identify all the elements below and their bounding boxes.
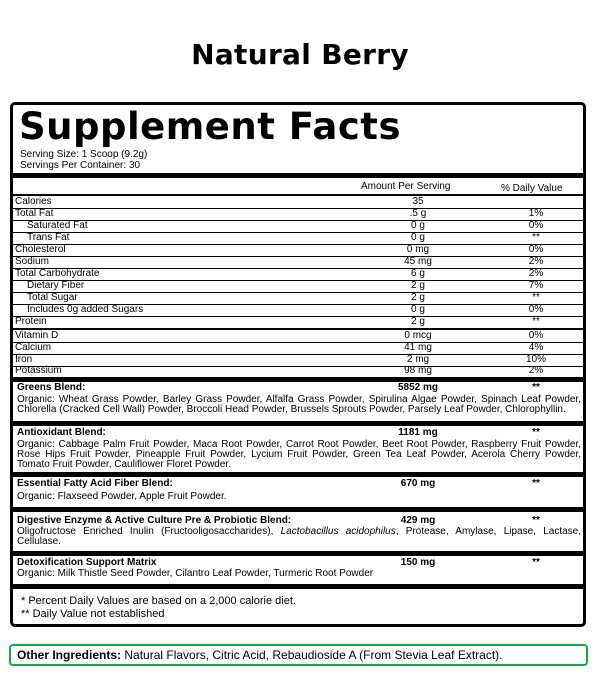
blend-dv: **: [532, 382, 540, 393]
nutrient-row: [13, 256, 583, 268]
nutrient-name: Calcium: [15, 342, 52, 353]
nutrient-dv: 1%: [528, 208, 544, 219]
nutrient-row: [13, 280, 583, 292]
nutrient-row: [13, 292, 583, 304]
nutrient-dv: 10%: [525, 354, 546, 365]
amount-header: Amount Per Serving: [361, 181, 451, 192]
blend-dv: **: [532, 478, 540, 489]
nutrient-row: [13, 208, 583, 220]
nutrient-name: Saturated Fat: [27, 220, 88, 231]
antioxidant-blend: [13, 427, 583, 475]
blend-amount: 5852 mg: [397, 382, 439, 393]
nutrient-name: Calories: [15, 196, 52, 207]
nutrient-amount: 6 g: [411, 268, 425, 279]
digestive-enzyme-blend: [13, 515, 583, 551]
nutrient-row: [13, 196, 583, 208]
blend-ingredients: Organic: Milk Thistle Seed Powder, Cilantro Leaf Powder, Turmeric Root Powder: [17, 568, 374, 579]
divider: [13, 173, 583, 178]
blend-amount: 150 mg: [400, 557, 436, 568]
nutrient-dv: 0%: [528, 304, 544, 315]
divider: [13, 584, 583, 589]
nutrient-amount: 2 g: [411, 292, 425, 303]
blend-amount: 1181 mg: [398, 427, 438, 438]
nutrient-amount: 2 g: [411, 280, 425, 291]
nutrient-dv: 0%: [528, 244, 544, 255]
nutrient-dv: 0%: [528, 220, 544, 231]
nutrient-amount: 0 g: [411, 304, 425, 315]
blend-ingredients: [17, 527, 581, 547]
nutrient-amount: .5 g: [409, 208, 427, 219]
nutrient-row: [13, 304, 583, 316]
other-ingredients-text: Natural Flavors, Citric Acid, Rebaudioside A (From Stevia Leaf Extract).: [121, 648, 503, 662]
supplement-facts-panel: [10, 102, 586, 627]
nutrient-row: [13, 365, 583, 377]
nutrient-amount: 2 mg: [406, 354, 430, 365]
nutrient-row: [13, 232, 583, 244]
serving-size: Serving Size: 1 Scoop (9.2g): [20, 149, 148, 160]
nutrient-name: Trans Fat: [27, 232, 70, 243]
blend-ingredients: Organic: Flaxseed Powder, Apple Fruit Powder.: [17, 491, 227, 502]
panel-title: Supplement Facts: [19, 105, 402, 148]
probiotic-strain: Lactobacillus acidophilus: [280, 526, 396, 537]
nutrient-name: Potassium: [15, 365, 62, 376]
nutrient-dv: 7%: [528, 280, 544, 291]
fatty-acid-fiber-blend: [13, 478, 583, 506]
nutrient-amount: 0 g: [411, 220, 425, 231]
nutrient-dv: 2%: [528, 256, 544, 267]
nutrient-dv: **: [532, 232, 540, 243]
dv-header: % Daily Value: [501, 183, 563, 194]
nutrient-amount: 45 mg: [404, 256, 432, 267]
nutrient-name: Total Carbohydrate: [15, 268, 100, 279]
nutrient-dv: 2%: [528, 268, 544, 279]
nutrient-row: [13, 220, 583, 232]
servings-per-container: Servings Per Container: 30: [20, 160, 141, 171]
blend-dv: **: [532, 427, 540, 438]
divider: [13, 551, 583, 556]
nutrient-amount: 41 mg: [404, 342, 432, 353]
nutrient-row: [13, 330, 583, 342]
other-ingredients-label: Other Ingredients:: [17, 648, 122, 662]
nutrient-name: Cholesterol: [15, 244, 66, 255]
blend-amount: 670 mg: [400, 478, 436, 489]
nutrient-name: Vitamin D: [15, 330, 59, 341]
serving-info: [20, 149, 147, 171]
divider: [13, 472, 583, 477]
nutrient-name: Includes 0g added Sugars: [27, 304, 144, 315]
blend-name: Detoxification Support Matrix: [17, 557, 157, 568]
nutrient-name: Protein: [15, 316, 47, 327]
nutrient-amount: 35: [412, 196, 424, 207]
flavor-title: Natural Berry: [191, 38, 409, 71]
nutrient-name: Dietary Fiber: [27, 280, 85, 291]
nutrient-name: Total Sugar: [27, 292, 78, 303]
nutrient-name: Total Fat: [15, 208, 54, 219]
blend-dv: **: [532, 515, 540, 526]
blend-ingredients: Organic: Cabbage Palm Fruit Powder, Maca Root Powder, Carrot Root Powder, Beet Root Powder, Raspberry Fruit Powder, Rose Hips Fruit Powder, Pineapple Fruit Powder, Lycium Fruit Powder, Green Tea Leaf Powder, Acerola Cherry Powder, Tomato Fruit Powder, Cauliflower Floret Powder.: [17, 439, 581, 470]
blend-ingredients: Organic: Wheat Grass Powder, Barley Grass Powder, Alfalfa Grass Powder, Spirulina Algae Powder, Spinach Leaf Powder, Chlorella (Cracked Cell Wall) Powder, Broccoli Head Powder, Brussels Sprouts Powder, Parsely Leaf Powder, Chlorophyllin.: [17, 394, 581, 415]
nutrient-row: [13, 244, 583, 256]
blend-ingredients-pre: Oligofructose Enriched Inulin (Fructooligosaccharides),: [17, 526, 281, 537]
nutrient-amount: 0 mg: [406, 244, 430, 255]
blend-name: Greens Blend:: [17, 382, 86, 393]
divider: [13, 507, 583, 512]
nutrient-dv: 2%: [528, 365, 544, 376]
blend-name: Essential Fatty Acid Fiber Blend:: [17, 478, 173, 489]
greens-blend: [13, 382, 583, 424]
nutrient-dv: 4%: [528, 342, 544, 353]
blend-ingredients-post: , Protease, Amylase, Lipase, Lactase, Cellulase.: [17, 526, 582, 547]
nutrient-dv: **: [532, 316, 540, 327]
blend-name: Digestive Enzyme & Active Culture Pre & Probiotic Blend:: [17, 515, 292, 526]
blend-dv: **: [532, 557, 540, 568]
blend-name: Antioxidant Blend:: [17, 427, 106, 438]
nutrient-row: [13, 268, 583, 280]
nutrient-dv: **: [532, 292, 540, 303]
detox-matrix: [13, 557, 583, 583]
nutrient-amount: 98 mg: [404, 365, 432, 376]
nutrient-dv: 0%: [528, 330, 544, 341]
nutrient-amount: 0 mcg: [404, 330, 432, 341]
nutrient-row: [13, 316, 583, 328]
nutrient-amount: 2 g: [411, 316, 425, 327]
footnote-not-established: ** Daily Value not established: [21, 608, 165, 620]
nutrient-name: Sodium: [15, 256, 49, 267]
other-ingredients: [9, 644, 588, 666]
blend-amount: 429 mg: [400, 515, 436, 526]
nutrient-row: [13, 342, 583, 354]
footnote-dv: * Percent Daily Values are based on a 2,000 calorie diet.: [21, 595, 296, 607]
nutrient-amount: 0 g: [411, 232, 425, 243]
nutrient-name: Iron: [15, 354, 33, 365]
divider: [13, 421, 583, 426]
